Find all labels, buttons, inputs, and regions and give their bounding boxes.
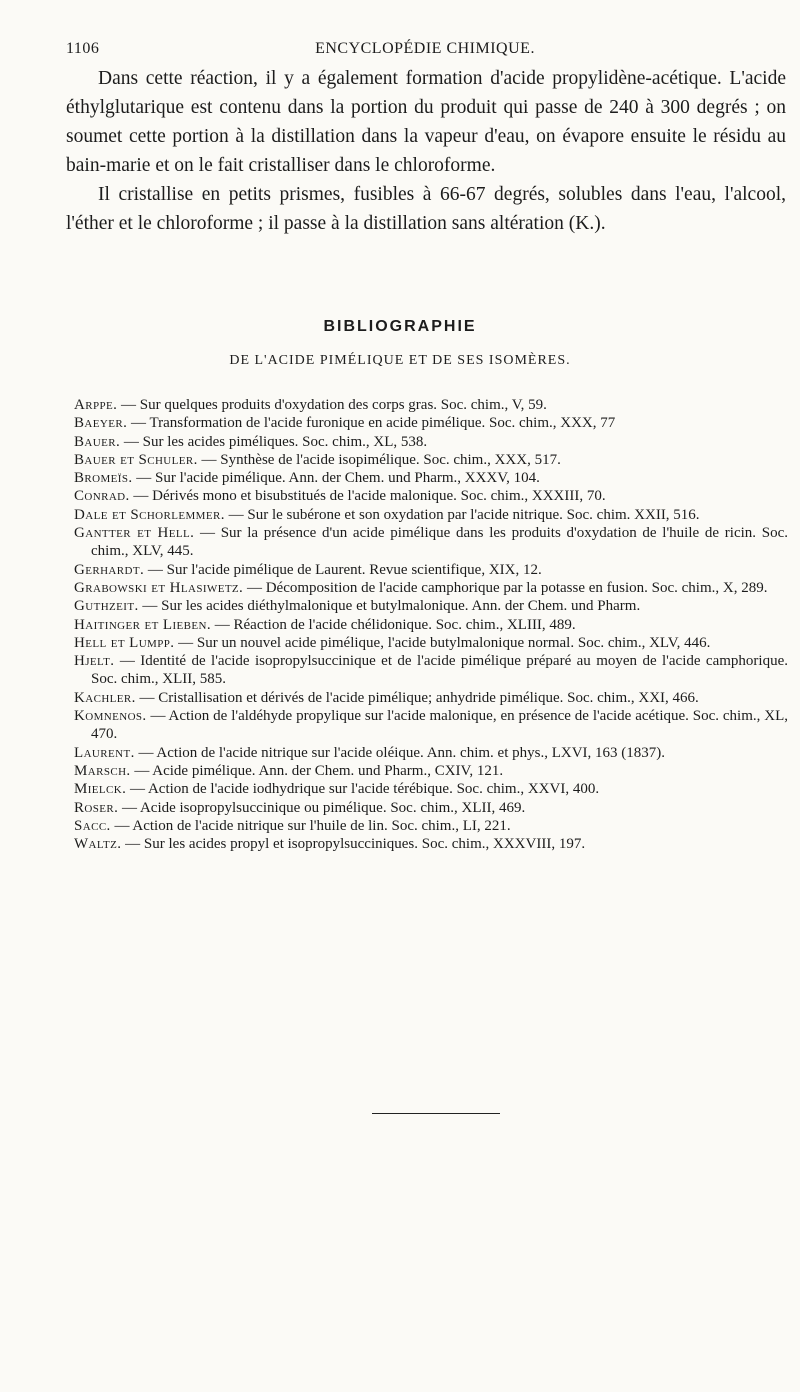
entry-text: — Sur le subérone et son oxydation par l'acide nitrique. Soc. chim. XXII, 516. bbox=[224, 506, 700, 523]
bibliography-entry bbox=[74, 451, 788, 469]
entry-text: — Action de l'aldéhyde propylique sur l'acide malonique, en présence de l'acide acétique. Soc. chim., XL, 470. bbox=[91, 708, 788, 743]
running-title: ENCYCLOPÉDIE CHIMIQUE. bbox=[315, 40, 535, 57]
bibliography-entry bbox=[74, 689, 788, 707]
entry-author: Conrad. bbox=[74, 488, 130, 505]
bibliography-entry bbox=[74, 780, 788, 798]
bibliography-entry bbox=[74, 616, 788, 634]
bibliography-entry bbox=[74, 835, 788, 853]
entry-author: Bauer. bbox=[74, 433, 121, 450]
bibliography-entry bbox=[74, 414, 788, 432]
bibliography-entry bbox=[74, 799, 788, 817]
entry-author: Dale et Schorlemmer. bbox=[74, 506, 225, 523]
bibliography-entry bbox=[74, 762, 788, 780]
entry-text: — Sur les acides piméliques. Soc. chim., XL, 538. bbox=[120, 433, 428, 450]
entry-text: — Dérivés mono et bisubstitués de l'acide malonique. Soc. chim., XXXIII, 70. bbox=[129, 488, 606, 505]
bibliography-entry bbox=[74, 469, 788, 487]
bibliography-entry bbox=[74, 524, 788, 561]
entry-author: Marsch. bbox=[74, 762, 131, 779]
bibliography-entry bbox=[74, 506, 788, 524]
bibliography-entry bbox=[74, 396, 788, 414]
entry-author: Mielck. bbox=[74, 781, 127, 798]
bibliography-entry bbox=[74, 433, 788, 451]
bibliography-entry bbox=[74, 579, 788, 597]
entry-text: — Sur un nouvel acide pimélique, l'acide butylmalonique normal. Soc. chim., XLV, 446. bbox=[174, 634, 711, 651]
bibliography-entry bbox=[74, 744, 788, 762]
entry-text: — Action de l'acide nitrique sur l'huile de lin. Soc. chim., LI, 221. bbox=[110, 817, 511, 834]
entry-author: Baeyer. bbox=[74, 415, 128, 432]
section-divider bbox=[372, 1113, 500, 1114]
entry-text: — Transformation de l'acide furonique en acide pimélique. Soc. chim., XXX, 77 bbox=[127, 415, 616, 432]
entry-text: — Sur les acides diéthylmalonique et butylmalonique. Ann. der Chem. und Pharm. bbox=[138, 598, 641, 615]
page-header bbox=[66, 36, 784, 64]
entry-author: Laurent. bbox=[74, 744, 135, 761]
entry-text: — Sur les acides propyl et isopropylsucciniques. Soc. chim., XXXVIII, 197. bbox=[121, 836, 586, 853]
bibliography-entry bbox=[74, 634, 788, 652]
paragraph: Il cristallise en petits prismes, fusibles à 66-67 degrés, solubles dans l'eau, l'alcool, l'éther et le chloroforme ; il passe à la distillation sans altération (K.). bbox=[66, 184, 786, 234]
entry-text: — Sur l'acide pimélique. Ann. der Chem. und Pharm., XXXV, 104. bbox=[132, 470, 540, 487]
bibliography-entry bbox=[74, 597, 788, 615]
entry-author: Bromeïs. bbox=[74, 470, 133, 487]
paragraph: Dans cette réaction, il y a également formation d'acide propylidène-acétique. L'acide éthylglutarique est contenu dans la portion du produit qui passe de 240 à 300 degrés ; on soumet cette portion à la distillation dans la vapeur d'eau, on évapore ensuite le résidu au bain-marie et on le fait cristalliser dans le chloroforme. bbox=[66, 68, 786, 176]
bibliography-subtitle: DE L'ACIDE PIMÉLIQUE ET DE SES ISOMÈRES. bbox=[229, 353, 571, 368]
entry-author: Waltz. bbox=[74, 836, 122, 853]
entry-text: — Réaction de l'acide chélidonique. Soc. chim., XLIII, 489. bbox=[211, 616, 576, 633]
entry-author: Sacc. bbox=[74, 817, 111, 834]
entry-text: — Cristallisation et dérivés de l'acide pimélique; anhydride pimélique. Soc. chim., XXI, 466. bbox=[135, 689, 699, 706]
entry-author: Bauer et Schuler. bbox=[74, 451, 198, 468]
entry-text: — Action de l'acide nitrique sur l'acide oléique. Ann. chim. et phys., LXVI, 163 (1837). bbox=[134, 744, 666, 761]
entry-text: — Identité de l'acide isopropylsuccinique et de l'acide pimélique préparé au moyen de l'acide camphorique. Soc. chim., XLII, 585. bbox=[91, 653, 788, 688]
bibliography-title: BIBLIOGRAPHIE bbox=[323, 318, 477, 335]
bibliography-entry bbox=[74, 561, 788, 579]
entry-author: Hell et Lumpp. bbox=[74, 634, 175, 651]
entry-text: — Sur la présence d'un acide pimélique dans les produits d'oxydation de l'huile de ricin. Soc. chim., XLV, 445. bbox=[91, 525, 788, 560]
bibliography-entry bbox=[74, 487, 788, 505]
bibliography-entry bbox=[74, 652, 788, 689]
entry-text: — Sur quelques produits d'oxydation des corps gras. Soc. chim., V, 59. bbox=[117, 397, 547, 413]
bibliography-list bbox=[74, 396, 788, 853]
entry-author: Kachler. bbox=[74, 689, 136, 706]
bibliography-entry bbox=[74, 817, 788, 835]
entry-author: Gantter et Hell. bbox=[74, 525, 195, 542]
entry-text: — Décomposition de l'acide camphorique par la potasse en fusion. Soc. chim., X, 289. bbox=[243, 579, 768, 596]
entry-text: — Synthèse de l'acide isopimélique. Soc. chim., XXX, 517. bbox=[197, 451, 561, 468]
entry-text: — Sur l'acide pimélique de Laurent. Revue scientifique, XIX, 12. bbox=[144, 561, 542, 578]
body-text bbox=[66, 64, 786, 238]
entry-author: Roser. bbox=[74, 799, 119, 816]
page-number: 1106 bbox=[66, 40, 100, 57]
entry-author: Guthzeit. bbox=[74, 598, 139, 615]
entry-author: Arppe. bbox=[74, 397, 118, 413]
bibliography-entry bbox=[74, 707, 788, 744]
entry-author: Grabowski et Hlasiwetz. bbox=[74, 579, 244, 596]
entry-author: Hjelt. bbox=[74, 653, 115, 670]
entry-author: Haitinger et Lieben. bbox=[74, 616, 211, 633]
entry-text: — Action de l'acide iodhydrique sur l'acide térébique. Soc. chim., XXVI, 400. bbox=[126, 781, 600, 798]
entry-author: Gerhardt. bbox=[74, 561, 145, 578]
entry-text: — Acide pimélique. Ann. der Chem. und Pharm., CXIV, 121. bbox=[130, 762, 504, 779]
entry-author: Komnenos. bbox=[74, 708, 147, 725]
entry-text: — Acide isopropylsuccinique ou pimélique. Soc. chim., XLII, 469. bbox=[118, 799, 526, 816]
